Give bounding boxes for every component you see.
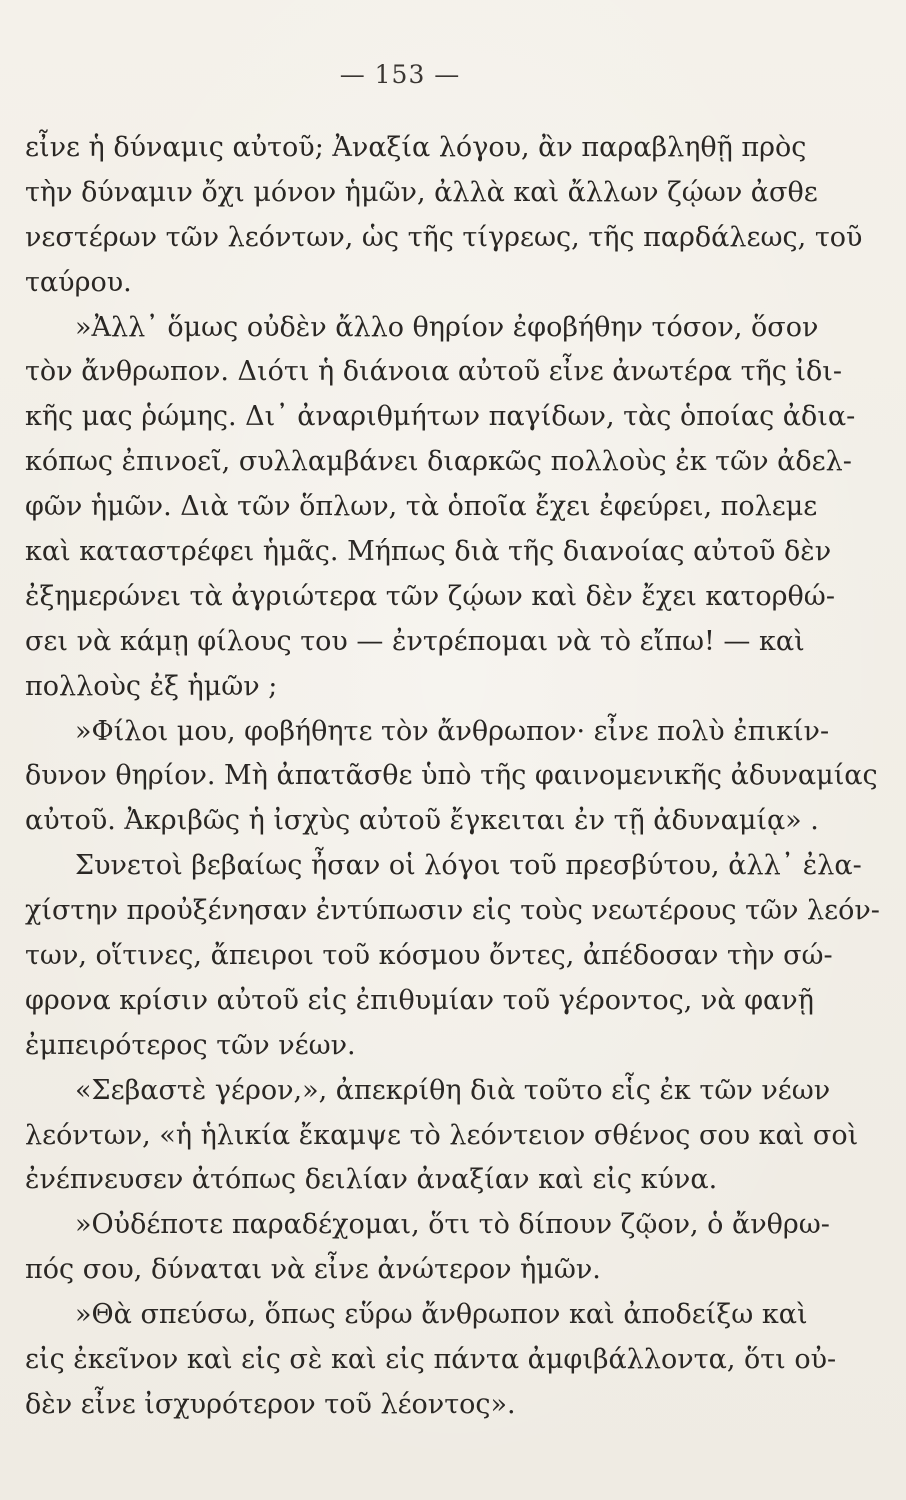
text-line: ἐνέπνευσεν ἀτόπως δειλίαν ἀναξίαν καὶ εἰς κύνα. — [25, 1164, 718, 1196]
text-line: «Σεβαστὲ γέρον,», ἀπεκρίθη διὰ τοῦτο εἷς ἐκ τῶν νέων — [75, 1074, 831, 1106]
text-line: τὴν δύναμιν ὄχι μόνον ἡμῶν, ἀλλὰ καὶ ἄλλων ζῴων ἀσθε — [25, 176, 818, 208]
text-line: ἐμπειρότερος τῶν νέων. — [25, 1029, 356, 1061]
text-line: »Ἀλλ᾽ ὅμως οὐδὲν ἄλλο θηρίον ἐφοβήθην τόσον, ὅσον — [75, 311, 819, 343]
text-line: δὲν εἶνε ἰσχυρότερον τοῦ λέοντος». — [25, 1388, 516, 1420]
text-line: φῶν ἡμῶν. Διὰ τῶν ὅπλων, τὰ ὁποῖα ἔχει ἐφεύρει, πολεμε — [25, 491, 818, 523]
text-line: αὐτοῦ. Ἀκριβῶς ἡ ἰσχὺς αὐτοῦ ἔγκειται ἐν τῇ ἀδυναμίᾳ» . — [25, 805, 819, 837]
text-line: εἰς ἐκεῖνον καὶ εἰς σὲ καὶ εἰς πάντα ἀμφιβάλλοντα, ὅτι οὐ- — [25, 1344, 837, 1376]
text-line: χίστην προὐξένησαν ἐντύπωσιν εἰς τοὺς νεωτέρους τῶν λεόν- — [25, 895, 880, 927]
text-line: των, οἵτινες, ἄπειροι τοῦ κόσμου ὄντες, ἀπέδοσαν τὴν σώ- — [25, 940, 833, 972]
text-line: ταύρου. — [25, 266, 132, 298]
text-line: »Θὰ σπεύσω, ὅπως εὕρω ἄνθρωπον καὶ ἀποδείξω καὶ — [75, 1299, 808, 1331]
text-block — [25, 126, 880, 1428]
text-line: »Φίλοι μου, φοβήθητε τὸν ἄνθρωπον· εἶνε πολὺ ἐπικίν- — [75, 715, 830, 747]
text-line: εἶνε ἡ δύναμις αὐτοῦ; Ἀναξία λόγου, ἂν παραβληθῇ πρὸς — [25, 132, 807, 163]
text-line: τὸν ἄνθρωπον. Διότι ἡ διάνοια αὐτοῦ εἶνε ἀνωτέρα τῆς ἰδι- — [25, 356, 842, 388]
text-line: νεστέρων τῶν λεόντων, ὡς τῆς τίγρεως, τῆς παρδάλεως, τοῦ — [25, 221, 863, 253]
text-line: πός σου, δύναται νὰ εἶνε ἀνώτερον ἡμῶν. — [25, 1254, 601, 1286]
text-line: κόπως ἐπινοεῖ, συλλαμβάνει διαρκῶς πολλοὺς ἐκ τῶν ἀδελ- — [25, 446, 852, 478]
text-line: δυνον θηρίον. Μὴ ἀπατᾶσθε ὑπὸ τῆς φαινομενικῆς ἀδυναμίας — [25, 760, 878, 792]
text-line: σει νὰ κάμῃ φίλους του — ἐντρέπομαι νὰ τὸ εἴπω! — καὶ — [25, 625, 805, 657]
text-line: λεόντων, «ἡ ἡλικία ἔκαμψε τὸ λεόντειον σθένος σου καὶ σοὶ — [25, 1119, 859, 1151]
text-line: ἐξημερώνει τὰ ἀγριώτερα τῶν ζῴων καὶ δὲν ἔχει κατορθώ- — [25, 580, 835, 612]
text-line: πολλοὺς ἐξ ἡμῶν ; — [25, 670, 278, 702]
text-line: καὶ καταστρέφει ἡμᾶς. Μήπως διὰ τῆς διανοίας αὐτοῦ δὲν — [25, 536, 832, 568]
text-line: »Οὐδέποτε παραδέχομαι, ὅτι τὸ δίπουν ζῷον, ὁ ἄνθρω- — [75, 1209, 830, 1241]
text-line: φρονα κρίσιν αὐτοῦ εἰς ἐπιθυμίαν τοῦ γέροντος, νὰ φανῇ — [25, 984, 814, 1016]
text-line: κῆς μας ῥώμης. Δι᾽ ἀναριθμήτων παγίδων, τὰς ὁποίας ἀδια- — [25, 401, 856, 433]
page-number: — 153 — — [339, 60, 461, 89]
text-line: Συνετοὶ βεβαίως ἦσαν οἱ λόγοι τοῦ πρεσβύτου, ἀλλ᾽ ἐλα- — [75, 850, 862, 882]
